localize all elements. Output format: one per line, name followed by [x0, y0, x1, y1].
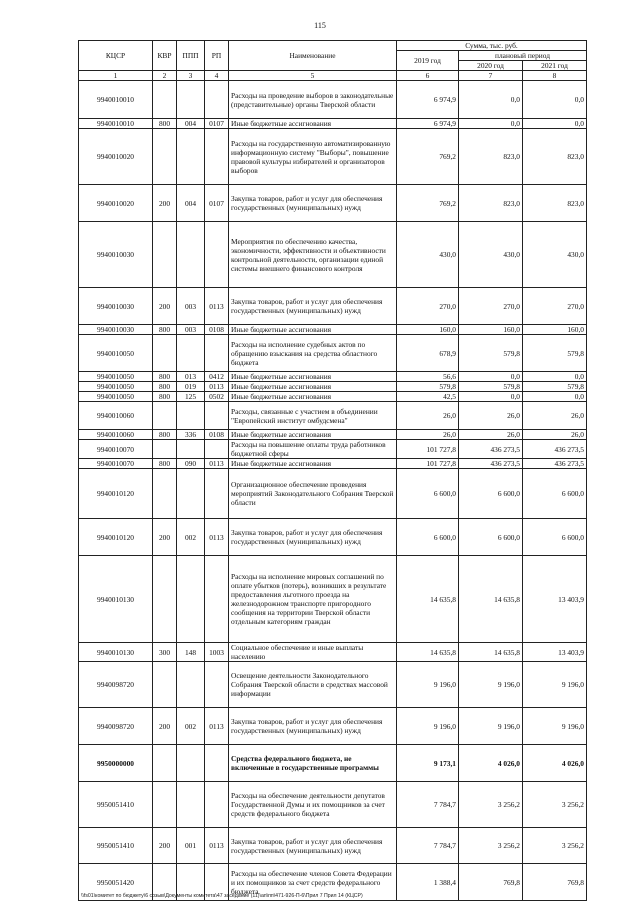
cell-kvr: 800 [153, 392, 177, 402]
cell-name: Расходы на обеспечение деятельности депутатов Государственной Думы и их помощников за счет средств федерального бюджета [229, 782, 397, 828]
cell-name: Иные бюджетные ассигнования [229, 430, 397, 440]
cell-2021: 6 600,0 [523, 469, 587, 519]
cell-rp [205, 402, 229, 430]
cell-ppp: 148 [177, 643, 205, 662]
cell-kvr: 800 [153, 430, 177, 440]
cell-kvr: 200 [153, 828, 177, 864]
cell-name: Расходы на исполнение мировых соглашений по оплате убытков (потерь), возникших в результате предоставления льготного проезда на железнодорожном транспорте пригородного сообщения на территории Тверской области отдельным категориям граждан [229, 556, 397, 643]
table-row [79, 708, 587, 745]
cell-kcsr: 9940010050 [79, 372, 153, 382]
header-sum: Сумма, тыс. руб. [397, 41, 587, 51]
table-row [79, 222, 587, 288]
cell-rp [205, 335, 229, 372]
table-row [79, 81, 587, 119]
cell-kvr: 200 [153, 708, 177, 745]
cell-2020: 14 635,8 [459, 556, 523, 643]
cell-name: Мероприятия по обеспечению качества, экономичности, эффективности и объективности контрольной деятельности, организации единой системы внешнего финансового контроля [229, 222, 397, 288]
cell-rp: 0412 [205, 372, 229, 382]
cell-kvr: 800 [153, 119, 177, 129]
cell-2020: 26,0 [459, 402, 523, 430]
table-row [79, 662, 587, 708]
cell-2019: 160,0 [397, 325, 459, 335]
cell-ppp: 002 [177, 708, 205, 745]
cell-2021: 3 256,2 [523, 828, 587, 864]
cell-2020: 579,8 [459, 335, 523, 372]
cell-kvr: 300 [153, 643, 177, 662]
cell-ppp [177, 782, 205, 828]
cell-kvr [153, 745, 177, 782]
cell-kcsr: 9940010060 [79, 402, 153, 430]
cell-2019: 9 173,1 [397, 745, 459, 782]
cell-rp [205, 469, 229, 519]
cell-kvr [153, 556, 177, 643]
table-body [79, 81, 587, 901]
column-number: 8 [523, 71, 587, 81]
cell-2019: 6 600,0 [397, 519, 459, 556]
cell-2019: 14 635,8 [397, 643, 459, 662]
cell-2019: 6 974,9 [397, 119, 459, 129]
cell-kvr [153, 222, 177, 288]
cell-2020: 9 196,0 [459, 708, 523, 745]
cell-ppp [177, 745, 205, 782]
table-row [79, 372, 587, 382]
cell-ppp: 004 [177, 119, 205, 129]
cell-2020: 0,0 [459, 392, 523, 402]
cell-rp [205, 129, 229, 185]
cell-ppp [177, 129, 205, 185]
cell-kcsr: 9940010130 [79, 643, 153, 662]
cell-kvr [153, 402, 177, 430]
cell-name: Закупка товаров, работ и услуг для обеспечения государственных (муниципальных) нужд [229, 185, 397, 222]
cell-2019: 769,2 [397, 129, 459, 185]
cell-ppp [177, 222, 205, 288]
cell-kcsr: 9940010030 [79, 288, 153, 325]
cell-kcsr: 9950051410 [79, 782, 153, 828]
cell-kcsr: 9940010070 [79, 459, 153, 469]
header-name: Наименование [229, 41, 397, 71]
cell-kcsr: 9940010010 [79, 119, 153, 129]
cell-2019: 101 727,8 [397, 459, 459, 469]
cell-kvr [153, 662, 177, 708]
cell-rp: 0113 [205, 828, 229, 864]
header-year-2020: 2020 год [459, 61, 523, 71]
table-row [79, 392, 587, 402]
table-row [79, 519, 587, 556]
cell-2021: 823,0 [523, 129, 587, 185]
column-number: 7 [459, 71, 523, 81]
cell-2020: 6 600,0 [459, 519, 523, 556]
cell-name: Иные бюджетные ассигнования [229, 372, 397, 382]
cell-kcsr: 9950051420 [79, 864, 153, 901]
cell-ppp [177, 81, 205, 119]
cell-kcsr: 9940010050 [79, 335, 153, 372]
table-row [79, 402, 587, 430]
cell-name: Закупка товаров, работ и услуг для обеспечения государственных (муниципальных) нужд [229, 519, 397, 556]
header-rp: РП [205, 41, 229, 71]
cell-ppp [177, 402, 205, 430]
cell-ppp: 336 [177, 430, 205, 440]
cell-rp: 0108 [205, 325, 229, 335]
cell-ppp: 003 [177, 325, 205, 335]
table-row [79, 335, 587, 372]
cell-name: Иные бюджетные ассигнования [229, 392, 397, 402]
cell-name: Иные бюджетные ассигнования [229, 382, 397, 392]
cell-2021: 0,0 [523, 81, 587, 119]
cell-rp [205, 81, 229, 119]
cell-2019: 42,5 [397, 392, 459, 402]
cell-name: Организационное обеспечение проведения мероприятий Законодательного Собрания Тверской области [229, 469, 397, 519]
cell-kvr: 200 [153, 288, 177, 325]
table-row [79, 828, 587, 864]
cell-rp [205, 222, 229, 288]
table-row [79, 382, 587, 392]
cell-name: Закупка товаров, работ и услуг для обеспечения государственных (муниципальных) нужд [229, 288, 397, 325]
cell-ppp: 004 [177, 185, 205, 222]
cell-rp [205, 662, 229, 708]
cell-name: Средства федерального бюджета, не включенные в государственные программы [229, 745, 397, 782]
header-kvr: КВР [153, 41, 177, 71]
cell-2020: 436 273,5 [459, 440, 523, 459]
cell-2021: 6 600,0 [523, 519, 587, 556]
table-row [79, 643, 587, 662]
cell-2019: 26,0 [397, 402, 459, 430]
cell-2019: 56,6 [397, 372, 459, 382]
cell-2019: 7 784,7 [397, 828, 459, 864]
cell-2021: 160,0 [523, 325, 587, 335]
cell-kcsr: 9950000000 [79, 745, 153, 782]
cell-kvr: 200 [153, 185, 177, 222]
cell-2019: 579,8 [397, 382, 459, 392]
cell-2020: 823,0 [459, 129, 523, 185]
cell-2020: 270,0 [459, 288, 523, 325]
cell-rp: 0108 [205, 430, 229, 440]
cell-kcsr: 9940010120 [79, 519, 153, 556]
cell-kvr [153, 335, 177, 372]
cell-rp [205, 556, 229, 643]
table-row [79, 440, 587, 459]
cell-2021: 579,8 [523, 382, 587, 392]
cell-2021: 9 196,0 [523, 662, 587, 708]
cell-2020: 0,0 [459, 81, 523, 119]
cell-2021: 430,0 [523, 222, 587, 288]
cell-ppp [177, 335, 205, 372]
column-number: 4 [205, 71, 229, 81]
table-row [79, 459, 587, 469]
cell-kvr: 800 [153, 459, 177, 469]
cell-name: Расходы, связанные с участием в объединении "Европейский институт омбудсмена" [229, 402, 397, 430]
cell-name: Иные бюджетные ассигнования [229, 459, 397, 469]
column-number: 2 [153, 71, 177, 81]
cell-name: Иные бюджетные ассигнования [229, 325, 397, 335]
cell-kcsr: 9940010120 [79, 469, 153, 519]
cell-name: Расходы на обеспечение членов Совета Федерации и их помощников за счет средств федерального бюджета [229, 864, 397, 901]
cell-rp: 0113 [205, 519, 229, 556]
cell-ppp: 003 [177, 288, 205, 325]
cell-ppp: 125 [177, 392, 205, 402]
header-ppp: ППП [177, 41, 205, 71]
cell-2020: 436 273,5 [459, 459, 523, 469]
cell-2021: 579,8 [523, 335, 587, 372]
cell-2021: 13 403,9 [523, 643, 587, 662]
cell-kcsr: 9940010020 [79, 129, 153, 185]
cell-2021: 3 256,2 [523, 782, 587, 828]
header-plan-period: плановый период [459, 51, 587, 61]
table-row [79, 556, 587, 643]
cell-ppp [177, 469, 205, 519]
cell-kcsr: 9940010050 [79, 382, 153, 392]
column-number: 3 [177, 71, 205, 81]
cell-name: Закупка товаров, работ и услуг для обеспечения государственных (муниципальных) нужд [229, 708, 397, 745]
cell-name: Расходы на государственную автоматизированную информационную систему "Выборы", повышение правовой культуры избирателей и организаторов выборов [229, 129, 397, 185]
cell-2020: 430,0 [459, 222, 523, 288]
header-kcsr: КЦСР [79, 41, 153, 71]
cell-2019: 6 600,0 [397, 469, 459, 519]
cell-2021: 436 273,5 [523, 459, 587, 469]
cell-kvr [153, 469, 177, 519]
cell-kvr: 200 [153, 519, 177, 556]
cell-rp: 0113 [205, 288, 229, 325]
cell-2020: 3 256,2 [459, 782, 523, 828]
cell-2020: 0,0 [459, 119, 523, 129]
table-row [79, 119, 587, 129]
cell-kvr: 800 [153, 325, 177, 335]
cell-2020: 4 026,0 [459, 745, 523, 782]
cell-2021: 769,8 [523, 864, 587, 901]
table-row [79, 469, 587, 519]
cell-2019: 101 727,8 [397, 440, 459, 459]
cell-ppp [177, 556, 205, 643]
cell-name: Закупка товаров, работ и услуг для обеспечения государственных (муниципальных) нужд [229, 828, 397, 864]
cell-ppp: 002 [177, 519, 205, 556]
cell-2019: 26,0 [397, 430, 459, 440]
table-row [79, 325, 587, 335]
cell-ppp [177, 662, 205, 708]
cell-2020: 9 196,0 [459, 662, 523, 708]
cell-ppp: 001 [177, 828, 205, 864]
cell-kvr [153, 440, 177, 459]
cell-2021: 4 026,0 [523, 745, 587, 782]
cell-rp: 0113 [205, 382, 229, 392]
cell-2019: 14 635,8 [397, 556, 459, 643]
cell-ppp: 013 [177, 372, 205, 382]
cell-ppp: 090 [177, 459, 205, 469]
cell-2020: 0,0 [459, 372, 523, 382]
cell-kcsr: 9940010060 [79, 430, 153, 440]
table-row [79, 185, 587, 222]
cell-2019: 769,2 [397, 185, 459, 222]
page-number: 115 [314, 21, 326, 30]
cell-kvr [153, 782, 177, 828]
header-year-2021: 2021 год [523, 61, 587, 71]
column-number: 5 [229, 71, 397, 81]
cell-2020: 823,0 [459, 185, 523, 222]
cell-kcsr: 9940010020 [79, 185, 153, 222]
cell-2020: 3 256,2 [459, 828, 523, 864]
cell-2019: 270,0 [397, 288, 459, 325]
cell-2021: 0,0 [523, 392, 587, 402]
cell-2020: 6 600,0 [459, 469, 523, 519]
header-year-2019: 2019 год [397, 51, 459, 71]
cell-kvr: 800 [153, 372, 177, 382]
cell-2019: 7 784,7 [397, 782, 459, 828]
cell-kcsr: 9950051410 [79, 828, 153, 864]
cell-2021: 26,0 [523, 402, 587, 430]
cell-rp: 0107 [205, 185, 229, 222]
cell-2019: 678,9 [397, 335, 459, 372]
file-path-footer: \\fs01\комитет по бюджету\6 созыв\Документы комитета\47 заседание (11)\ап\пп\471-926-П-6\Прил 7 Прил 14 (КЦСР) [81, 893, 363, 899]
column-number: 6 [397, 71, 459, 81]
cell-kcsr: 9940010130 [79, 556, 153, 643]
cell-2019: 430,0 [397, 222, 459, 288]
cell-2021: 0,0 [523, 372, 587, 382]
cell-rp: 0502 [205, 392, 229, 402]
cell-2019: 9 196,0 [397, 708, 459, 745]
cell-kvr: 800 [153, 382, 177, 392]
cell-2020: 160,0 [459, 325, 523, 335]
cell-rp: 0113 [205, 459, 229, 469]
table-row [79, 745, 587, 782]
cell-rp: 1003 [205, 643, 229, 662]
cell-kvr [153, 129, 177, 185]
table-row [79, 288, 587, 325]
cell-2021: 13 403,9 [523, 556, 587, 643]
cell-2021: 436 273,5 [523, 440, 587, 459]
cell-kvr [153, 81, 177, 119]
cell-2021: 823,0 [523, 185, 587, 222]
cell-kcsr: 9940010070 [79, 440, 153, 459]
cell-2020: 26,0 [459, 430, 523, 440]
column-number: 1 [79, 71, 153, 81]
cell-ppp: 019 [177, 382, 205, 392]
cell-kcsr: 9940098720 [79, 708, 153, 745]
cell-2019: 6 974,9 [397, 81, 459, 119]
table-row [79, 129, 587, 185]
cell-name: Расходы на повышение оплаты труда работников бюджетной сферы [229, 440, 397, 459]
cell-rp [205, 745, 229, 782]
cell-rp [205, 440, 229, 459]
table-row [79, 430, 587, 440]
cell-2020: 769,8 [459, 864, 523, 901]
cell-2019: 9 196,0 [397, 662, 459, 708]
cell-kcsr: 9940010050 [79, 392, 153, 402]
budget-table [78, 40, 587, 901]
cell-rp: 0113 [205, 708, 229, 745]
cell-name: Иные бюджетные ассигнования [229, 119, 397, 129]
cell-2021: 26,0 [523, 430, 587, 440]
cell-rp: 0107 [205, 119, 229, 129]
cell-2020: 14 635,8 [459, 643, 523, 662]
cell-rp [205, 782, 229, 828]
cell-kcsr: 9940010030 [79, 325, 153, 335]
cell-2020: 579,8 [459, 382, 523, 392]
cell-ppp [177, 440, 205, 459]
cell-2021: 0,0 [523, 119, 587, 129]
cell-name: Расходы на исполнение судебных актов по обращению взыскания на средства областного бюджета [229, 335, 397, 372]
cell-2019: 1 388,4 [397, 864, 459, 901]
cell-name: Расходы на проведение выборов в законодательные (представительные) органы Тверской области [229, 81, 397, 119]
cell-name: Освещение деятельности Законодательного Собрания Тверской области в средствах массовой информации [229, 662, 397, 708]
cell-kcsr: 9940098720 [79, 662, 153, 708]
table-row [79, 782, 587, 828]
cell-kcsr: 9940010030 [79, 222, 153, 288]
cell-kcsr: 9940010010 [79, 81, 153, 119]
cell-2021: 270,0 [523, 288, 587, 325]
cell-name: Социальное обеспечение и иные выплаты населению [229, 643, 397, 662]
cell-2021: 9 196,0 [523, 708, 587, 745]
